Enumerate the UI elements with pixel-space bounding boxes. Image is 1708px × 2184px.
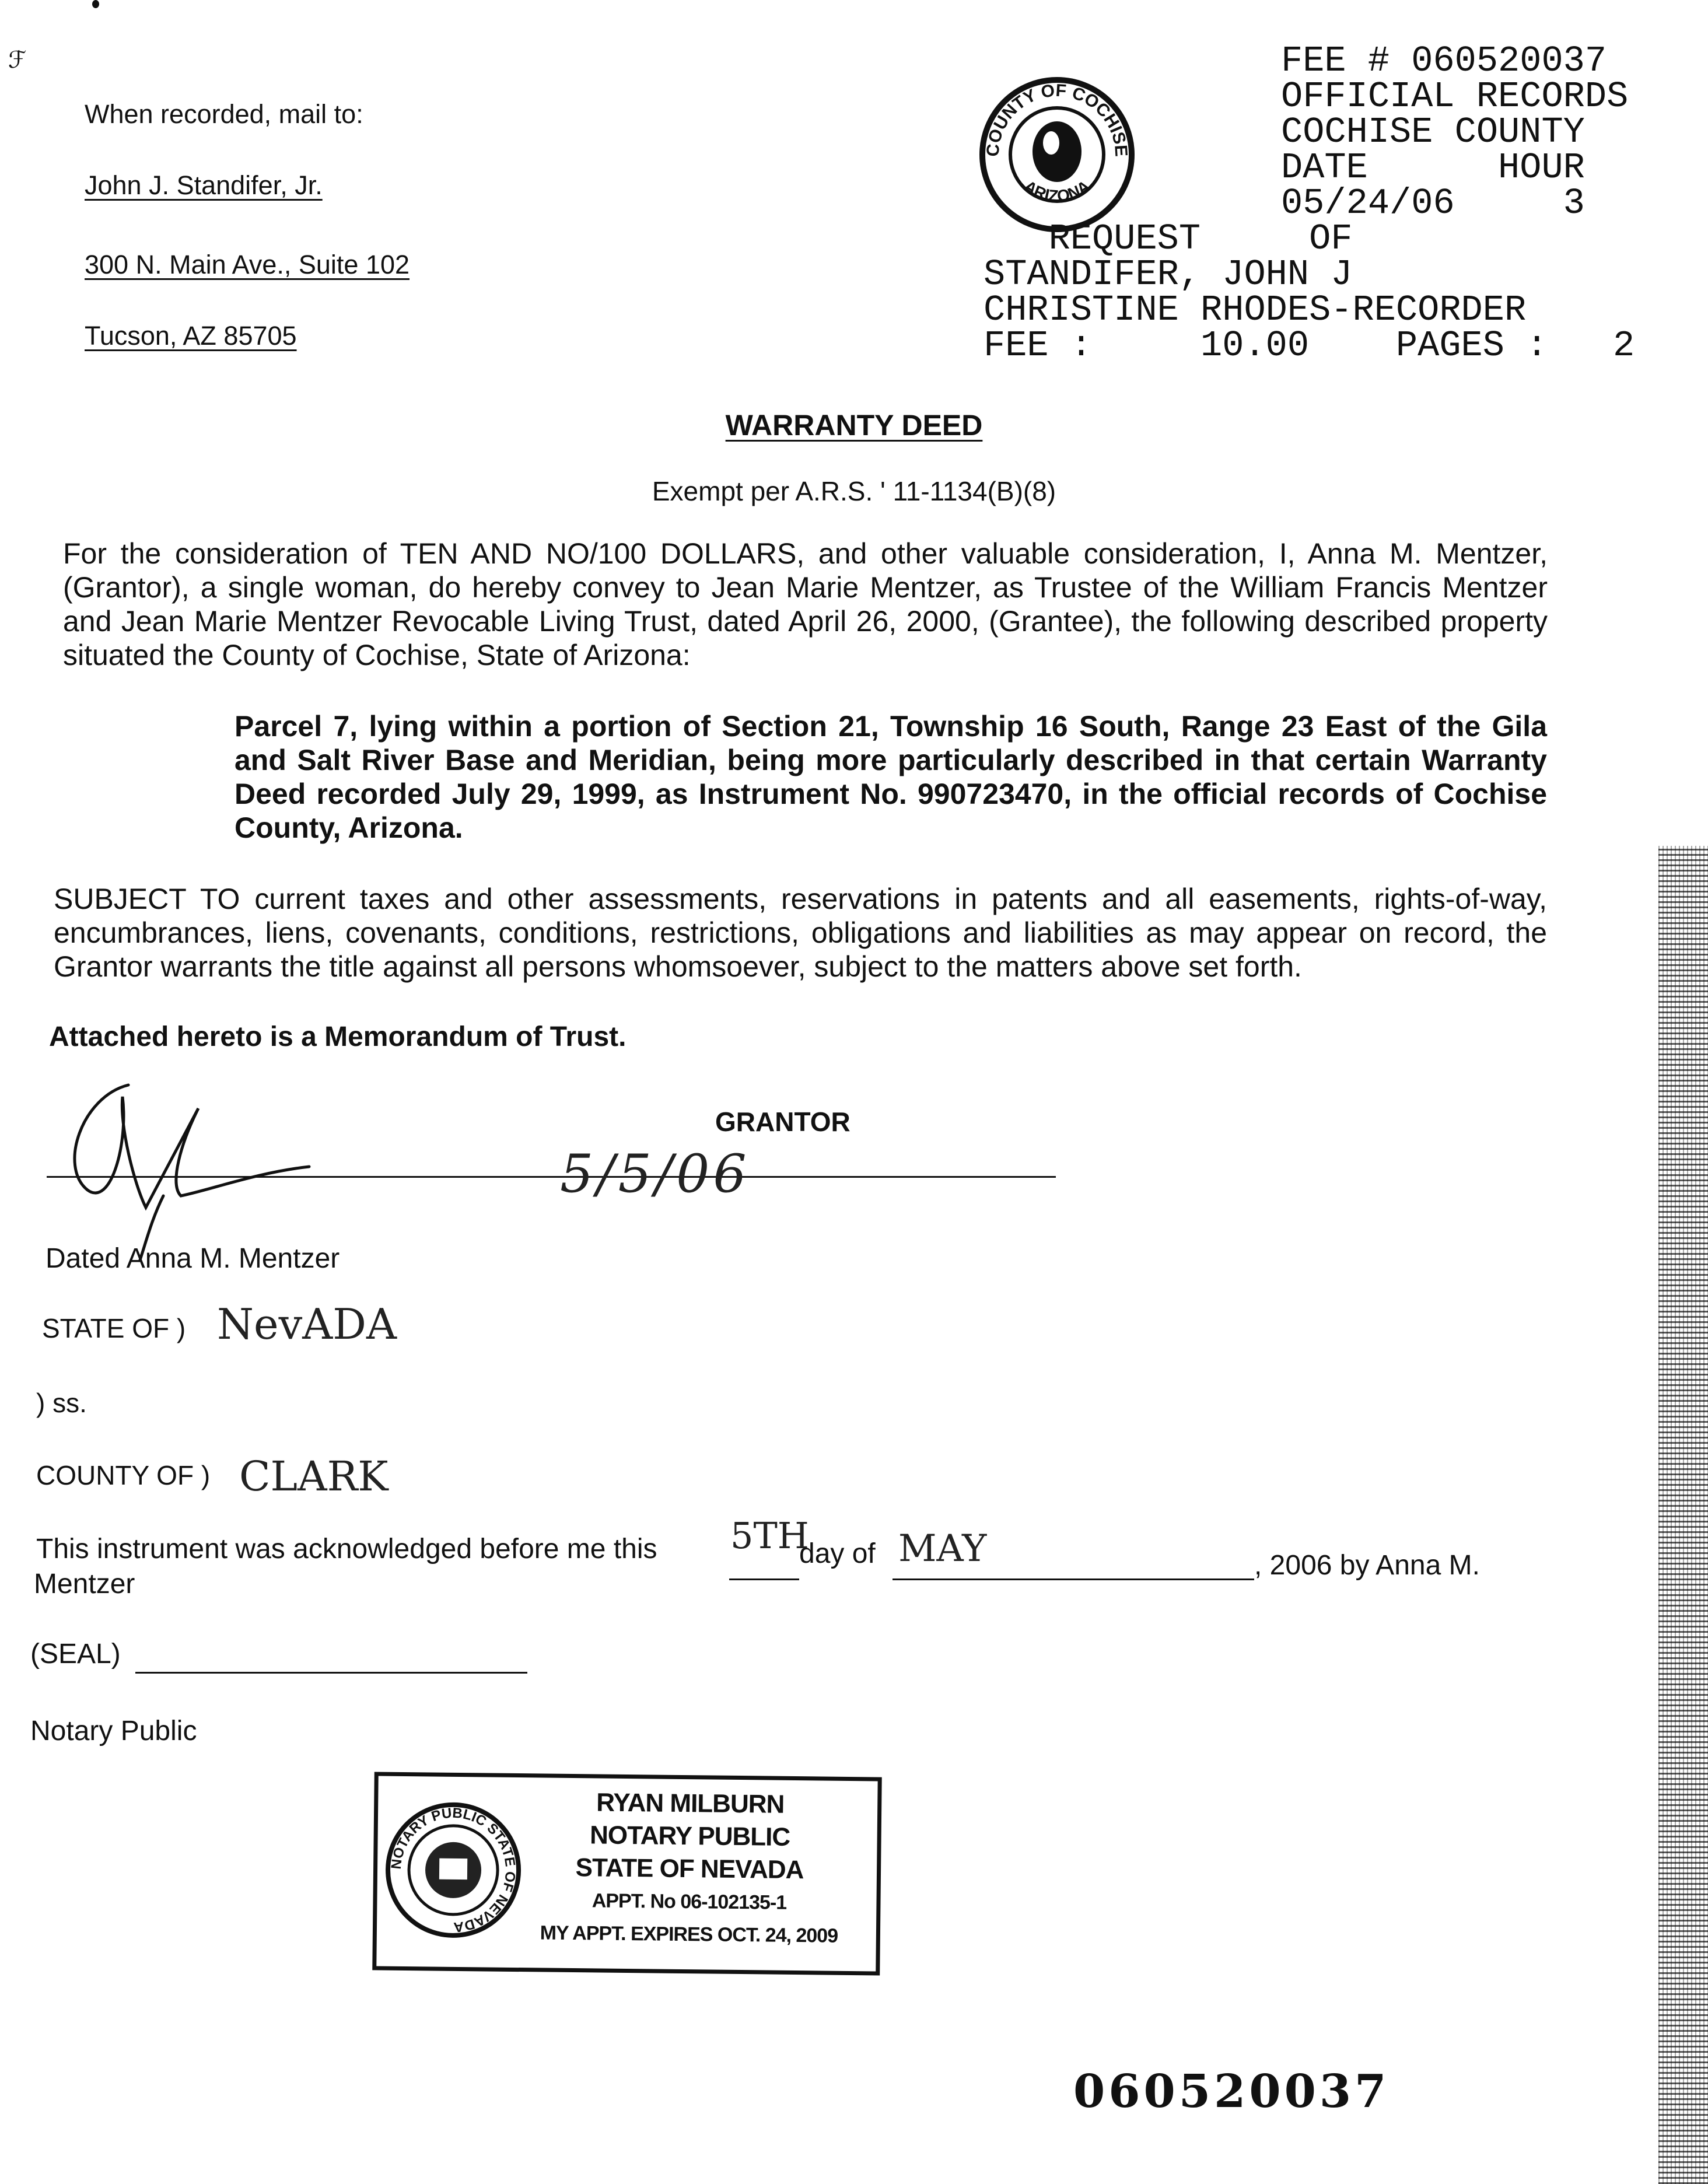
seal-label: (SEAL) — [30, 1639, 121, 1670]
mail-to-address: 300 N. Main Ave., Suite 102 — [85, 250, 410, 279]
ack-month: MAY — [898, 1527, 987, 1570]
scan-edge — [1658, 846, 1708, 2184]
ack-day: 5TH — [730, 1514, 809, 1557]
recording-requester: STANDIFER, JOHN J — [984, 254, 1353, 295]
ack-text-before: This instrument was acknowledged before me this — [36, 1534, 657, 1564]
notary-title: NOTARY PUBLIC — [589, 1821, 790, 1852]
document-number: 060520037 — [1073, 2065, 1390, 2118]
state-value: NevADA — [217, 1300, 397, 1349]
svg-text:ARIZONA: ARIZONA — [1020, 177, 1094, 205]
signed-date: 5/5/06 — [560, 1143, 750, 1205]
notary-stamp-text — [499, 1786, 880, 1953]
county-label: COUNTY OF ) — [36, 1460, 211, 1490]
scan-mark — [92, 0, 99, 8]
recording-official-records: OFFICIAL RECORDS — [1281, 76, 1629, 117]
state-label: STATE OF ) — [42, 1313, 186, 1343]
ack-day-of: day of — [799, 1538, 876, 1569]
recording-recorder: CHRISTINE RHODES-RECORDER — [984, 289, 1527, 331]
seal-line — [135, 1672, 527, 1674]
recording-county: COCHISE COUNTY — [1281, 111, 1585, 153]
mail-to-name: John J. Standifer, Jr. — [85, 170, 323, 200]
county-seal — [975, 76, 1139, 233]
document-title-wrap — [0, 408, 1708, 442]
recording-fee-pages: FEE : 10.00 PAGES : 2 — [984, 325, 1635, 366]
notary-public-label: Notary Public — [30, 1716, 197, 1746]
recording-date-hour-label: DATE HOUR — [1281, 147, 1585, 188]
mail-to-heading: When recorded, mail to: — [85, 99, 363, 129]
document-title: WARRANTY DEED — [725, 409, 983, 442]
scan-mark: ℱ — [8, 47, 27, 73]
recording-fee-number: FEE # 060520037 — [1281, 40, 1607, 82]
ack-day-line — [729, 1578, 799, 1580]
county-value: CLARK — [239, 1452, 388, 1500]
exempt-line: Exempt per A.R.S. ' 11-1134(B)(8) — [652, 476, 1056, 506]
svg-text:NOTARY PUBLIC STATE OF NEVADA: NOTARY PUBLIC STATE OF NEVADA — [388, 1805, 519, 1936]
dated-grantor-name: Dated Anna M. Mentzer — [46, 1243, 340, 1274]
attached-note: Attached hereto is a Memorandum of Trust. — [49, 1021, 626, 1052]
grantor-label: GRANTOR — [715, 1107, 850, 1137]
subject-to-paragraph: SUBJECT TO current taxes and other assessments, reservations in patents and all easements, rights-of-way, encumbrances, liens, covenants, conditions, restrictions, obligations and liabilities as may appear on record, the Grantor warrants the title against all persons whomsoever, subject to the matters above set forth. — [54, 883, 1547, 983]
notary-state: STATE OF NEVADA — [575, 1853, 804, 1885]
notary-stamp — [372, 1772, 882, 1975]
consideration-paragraph: For the consideration of TEN AND NO/100 DOLLARS, and other valuable consideration, I, Anna M. Mentzer, (Grantor), a single woman, do hereby convey to Jean Marie Mentzer, as Trustee of the William Francis Mentzer and Jean Marie Mentzer Revocable Living Trust, dated April 26, 2000, (Grantee), the following described property situated the County of Cochise, State of Arizona: — [63, 537, 1548, 671]
recording-date-hour-value: 05/24/06 3 — [1281, 183, 1585, 224]
ack-year-signer: , 2006 by Anna M. — [1254, 1550, 1480, 1581]
signature-line — [47, 1176, 1056, 1178]
ss-label: ) ss. — [36, 1388, 87, 1418]
recording-request-of: REQUEST OF — [984, 218, 1353, 260]
svg-text:COUNTY OF COCHISE: COUNTY OF COCHISE — [983, 80, 1131, 158]
notary-expiry: MY APPT. EXPIRES OCT. 24, 2009 — [540, 1922, 838, 1947]
ack-month-line — [892, 1578, 1254, 1580]
mail-to-city: Tucson, AZ 85705 — [85, 321, 297, 351]
notary-name: RYAN MILBURN — [596, 1788, 785, 1819]
parcel-description: Parcel 7, lying within a portion of Section 21, Township 16 South, Range 23 East of the Gila and Salt River Base and Meridian, being more particularly described in that certain Warranty Deed recorded July 29, 1999, as Instrument No. 990723470, in the official records of Cochise County, Arizona. — [235, 710, 1547, 844]
notary-appt-number: APPT. No 06-102135-1 — [592, 1889, 787, 1914]
grantor-signature — [35, 1073, 338, 1266]
ack-signer-name: Mentzer — [34, 1569, 135, 1600]
